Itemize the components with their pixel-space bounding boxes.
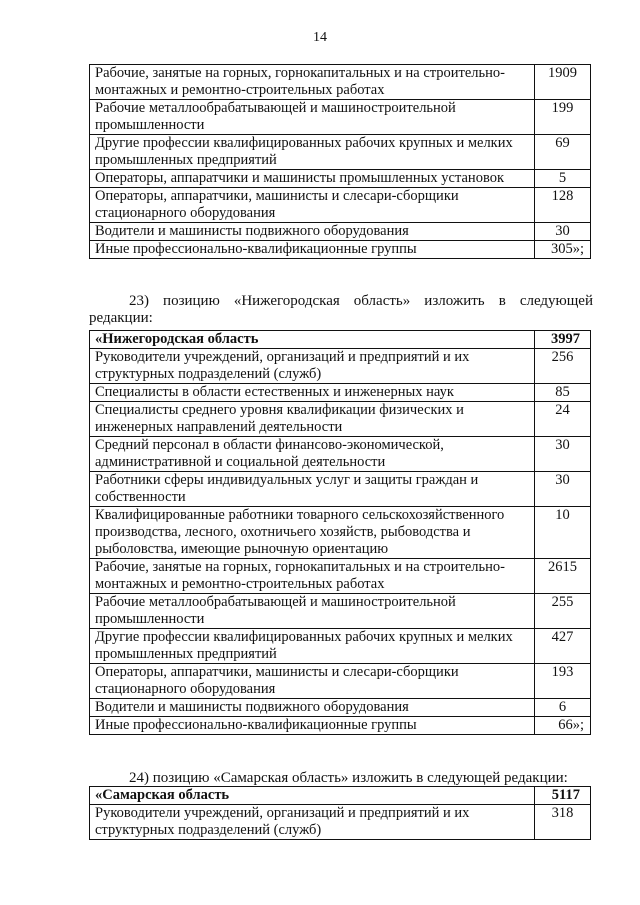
occupation-count: 10 [535,507,591,559]
table-row [90,384,591,402]
table-row [90,437,591,472]
table-row [90,699,591,717]
table-samara [89,786,591,840]
region-total: 5117 [535,787,591,805]
table-row [90,223,591,241]
occupation-count: 6 [535,699,591,717]
table-row [90,241,591,259]
region-name: «Нижегородская область [90,331,535,349]
table-row [90,402,591,437]
occupation-label: Средний персонал в области финансово-экономической, административной и социальной деятельности [90,437,535,472]
occupation-label: Специалисты среднего уровня квалификации физических и инженерных направлений деятельности [90,402,535,437]
occupation-count: 305»; [535,241,591,259]
occupation-label: Другие профессии квалифицированных рабочих крупных и мелких промышленных предприятий [90,135,535,170]
table-row [90,135,591,170]
page-number: 14 [313,30,327,45]
table-row [90,629,591,664]
occupation-label: Рабочие металлообрабатывающей и машиностроительной промышленности [90,100,535,135]
occupation-count: 318 [535,805,591,840]
occupation-label: Квалифицированные работники товарного сельскохозяйственного производства, лесного, охотничьего хозяйств, рыбоводства и рыболовства, имеющие рыночную ориентацию [90,507,535,559]
occupation-count: 30 [535,437,591,472]
table-row [90,594,591,629]
occupation-label: Другие профессии квалифицированных рабочих крупных и мелких промышленных предприятий [90,629,535,664]
table-continuation [89,64,591,259]
occupation-label: Рабочие, занятые на горных, горнокапитальных и на строительно-монтажных и ремонтно-строительных работах [90,559,535,594]
occupation-count: 2615 [535,559,591,594]
occupation-count: 66»; [535,717,591,735]
occupation-label: Работники сферы индивидуальных услуг и защиты граждан и собственности [90,472,535,507]
region-name: «Самарская область [90,787,535,805]
occupation-count: 255 [535,594,591,629]
occupation-count: 427 [535,629,591,664]
instruction-paragraph-24: 24) позицию «Самарская область» изложить в следующей редакции: [129,770,568,786]
occupation-label: Операторы, аппаратчики, машинисты и слесари-сборщики стационарного оборудования [90,664,535,699]
occupation-label: Иные профессионально-квалификационные группы [90,241,535,259]
table-row [90,188,591,223]
region-total: 3997 [535,331,591,349]
occupation-count: 69 [535,135,591,170]
occupation-label: Специалисты в области естественных и инженерных наук [90,384,535,402]
occupation-count: 30 [535,223,591,241]
instruction-paragraph-23: 23) позицию «Нижегородская область» изложить в следующей редакции: [89,293,593,326]
table-row [90,805,591,840]
occupation-count: 199 [535,100,591,135]
occupation-label: Водители и машинисты подвижного оборудования [90,699,535,717]
table-row [90,717,591,735]
table-row [90,507,591,559]
occupation-count: 193 [535,664,591,699]
table-nizhny-novgorod [89,330,591,735]
occupation-count: 24 [535,402,591,437]
occupation-count: 128 [535,188,591,223]
occupation-count: 5 [535,170,591,188]
occupation-label: Иные профессионально-квалификационные группы [90,717,535,735]
occupation-count: 85 [535,384,591,402]
occupation-count: 256 [535,349,591,384]
occupation-label: Операторы, аппаратчики и машинисты промышленных установок [90,170,535,188]
table-row [90,559,591,594]
occupation-label: Водители и машинисты подвижного оборудования [90,223,535,241]
occupation-count: 30 [535,472,591,507]
table-row [90,349,591,384]
occupation-label: Руководители учреждений, организаций и предприятий и их структурных подразделений (служб) [90,805,535,840]
occupation-count: 1909 [535,65,591,100]
region-header-row [90,331,591,349]
occupation-label: Рабочие, занятые на горных, горнокапитальных и на строительно-монтажных и ремонтно-строительных работах [90,65,535,100]
occupation-label: Операторы, аппаратчики, машинисты и слесари-сборщики стационарного оборудования [90,188,535,223]
occupation-label: Руководители учреждений, организаций и предприятий и их структурных подразделений (служб) [90,349,535,384]
region-header-row [90,787,591,805]
occupation-label: Рабочие металлообрабатывающей и машиностроительной промышленности [90,594,535,629]
table-row [90,100,591,135]
table-row [90,472,591,507]
table-row [90,664,591,699]
table-row [90,170,591,188]
table-row [90,65,591,100]
